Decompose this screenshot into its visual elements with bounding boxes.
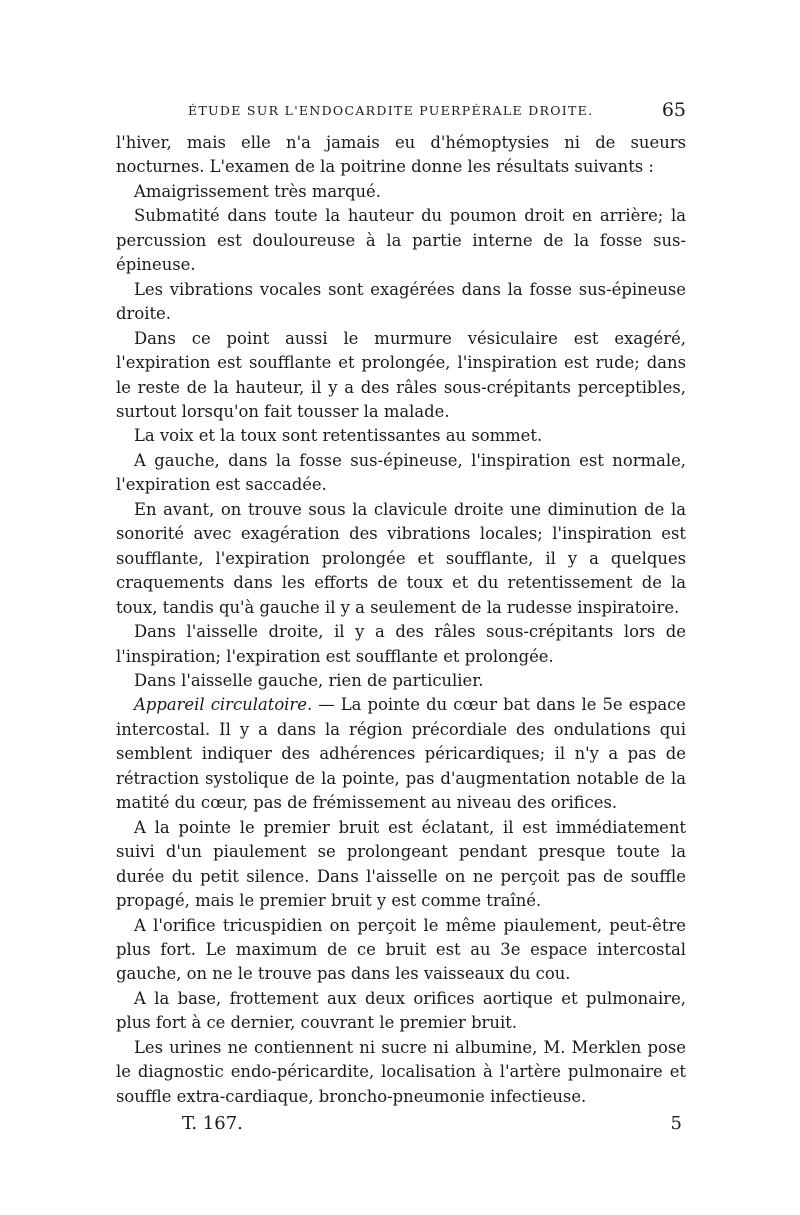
paragraph: Dans ce point aussi le murmure vésiculaire est exagéré, l'expiration est soufflante et prolongée, l'inspiration est rude; dans le reste de la hauteur, il y a des râles sous-crépitants perceptibles, surtout lorsqu'on fait tousser la malade. [116, 328, 686, 421]
section-heading: Appareil circulatoire. [134, 695, 313, 715]
paragraph: Submatité dans toute la hauteur du poumon droit en arrière; la percussion est douloureuse à la partie interne de la fosse sus-épineuse. [116, 206, 686, 275]
running-title: ÉTUDE SUR L'ENDOCARDITE PUERPÉRALE DROITE. [188, 103, 594, 118]
paragraph: l'hiver, mais elle n'a jamais eu d'hémoptysies ni de sueurs nocturnes. L'examen de la poitrine donne les résultats suivants : [116, 133, 686, 177]
paragraph: A l'orifice tricuspidien on perçoit le même piaulement, peut-être plus fort. Le maximum de ce bruit est au 3e espace intercostal gauche, on ne le trouve pas dans les vaisseaux du cou. [116, 915, 686, 984]
paragraph: Amaigrissement très marqué. [134, 181, 381, 201]
circulatory-paragraph [116, 693, 686, 815]
sheet-number: 5 [670, 1113, 682, 1134]
paragraph: A gauche, dans la fosse sus-épineuse, l'inspiration est normale, l'expiration est saccadée. [116, 450, 686, 495]
paragraph: A la base, frottement aux deux orifices aortique et pulmonaire, plus fort à ce dernier, couvrant le premier bruit. [116, 988, 686, 1033]
paragraph: Dans l'aisselle droite, il y a des râles sous-crépitants lors de l'inspiration; l'expiration est soufflante et prolongée. [116, 622, 686, 666]
page-footer [116, 1113, 686, 1139]
paragraph: Les vibrations vocales sont exagérées dans la fosse sus-épineuse droite. [116, 279, 686, 324]
paragraph: A la pointe le premier bruit est éclatant, il est immédiatement suivi d'un piaulement se prolongeant pendant presque toute la durée du petit silence. Dans l'aisselle on ne perçoit pas de souffle propagé, mais le premier bruit y est comme traîné. [116, 817, 686, 911]
page-header [116, 99, 686, 123]
body-text [116, 131, 686, 1109]
page-number: 65 [661, 99, 686, 121]
paragraph: Les urines ne contiennent ni sucre ni albumine, M. Merklen pose le diagnostic endo-péricardite, localisation à l'artère pulmonaire et souffle extra-cardiaque, broncho-pneumonie infectieuse. [116, 1037, 686, 1106]
paragraph: Dans l'aisselle gauche, rien de particulier. [134, 670, 484, 690]
paragraph: En avant, on trouve sous la clavicule droite une diminution de la sonorité avec exagération des vibrations locales; l'inspiration est soufflante, l'expiration prolongée et soufflante, il y a quelques craquements dans les efforts de toux et du retentissement de la toux, tandis qu'à gauche il y a seulement de la rudesse inspiratoire. [116, 499, 686, 617]
signature-mark: T. 167. [182, 1113, 243, 1134]
paragraph: La voix et la toux sont retentissantes au sommet. [134, 426, 543, 446]
circulatory-text: — La pointe du cœur bat dans le 5e espace intercostal. Il y a dans la région précordiale des ondulations qui semblent indiquer des adhérences péricardiques; il n'y a pas de rétraction systolique de la pointe, pas d'augmentation notable de la matité du cœur, pas de frémissement au niveau des orifices. [116, 695, 686, 813]
